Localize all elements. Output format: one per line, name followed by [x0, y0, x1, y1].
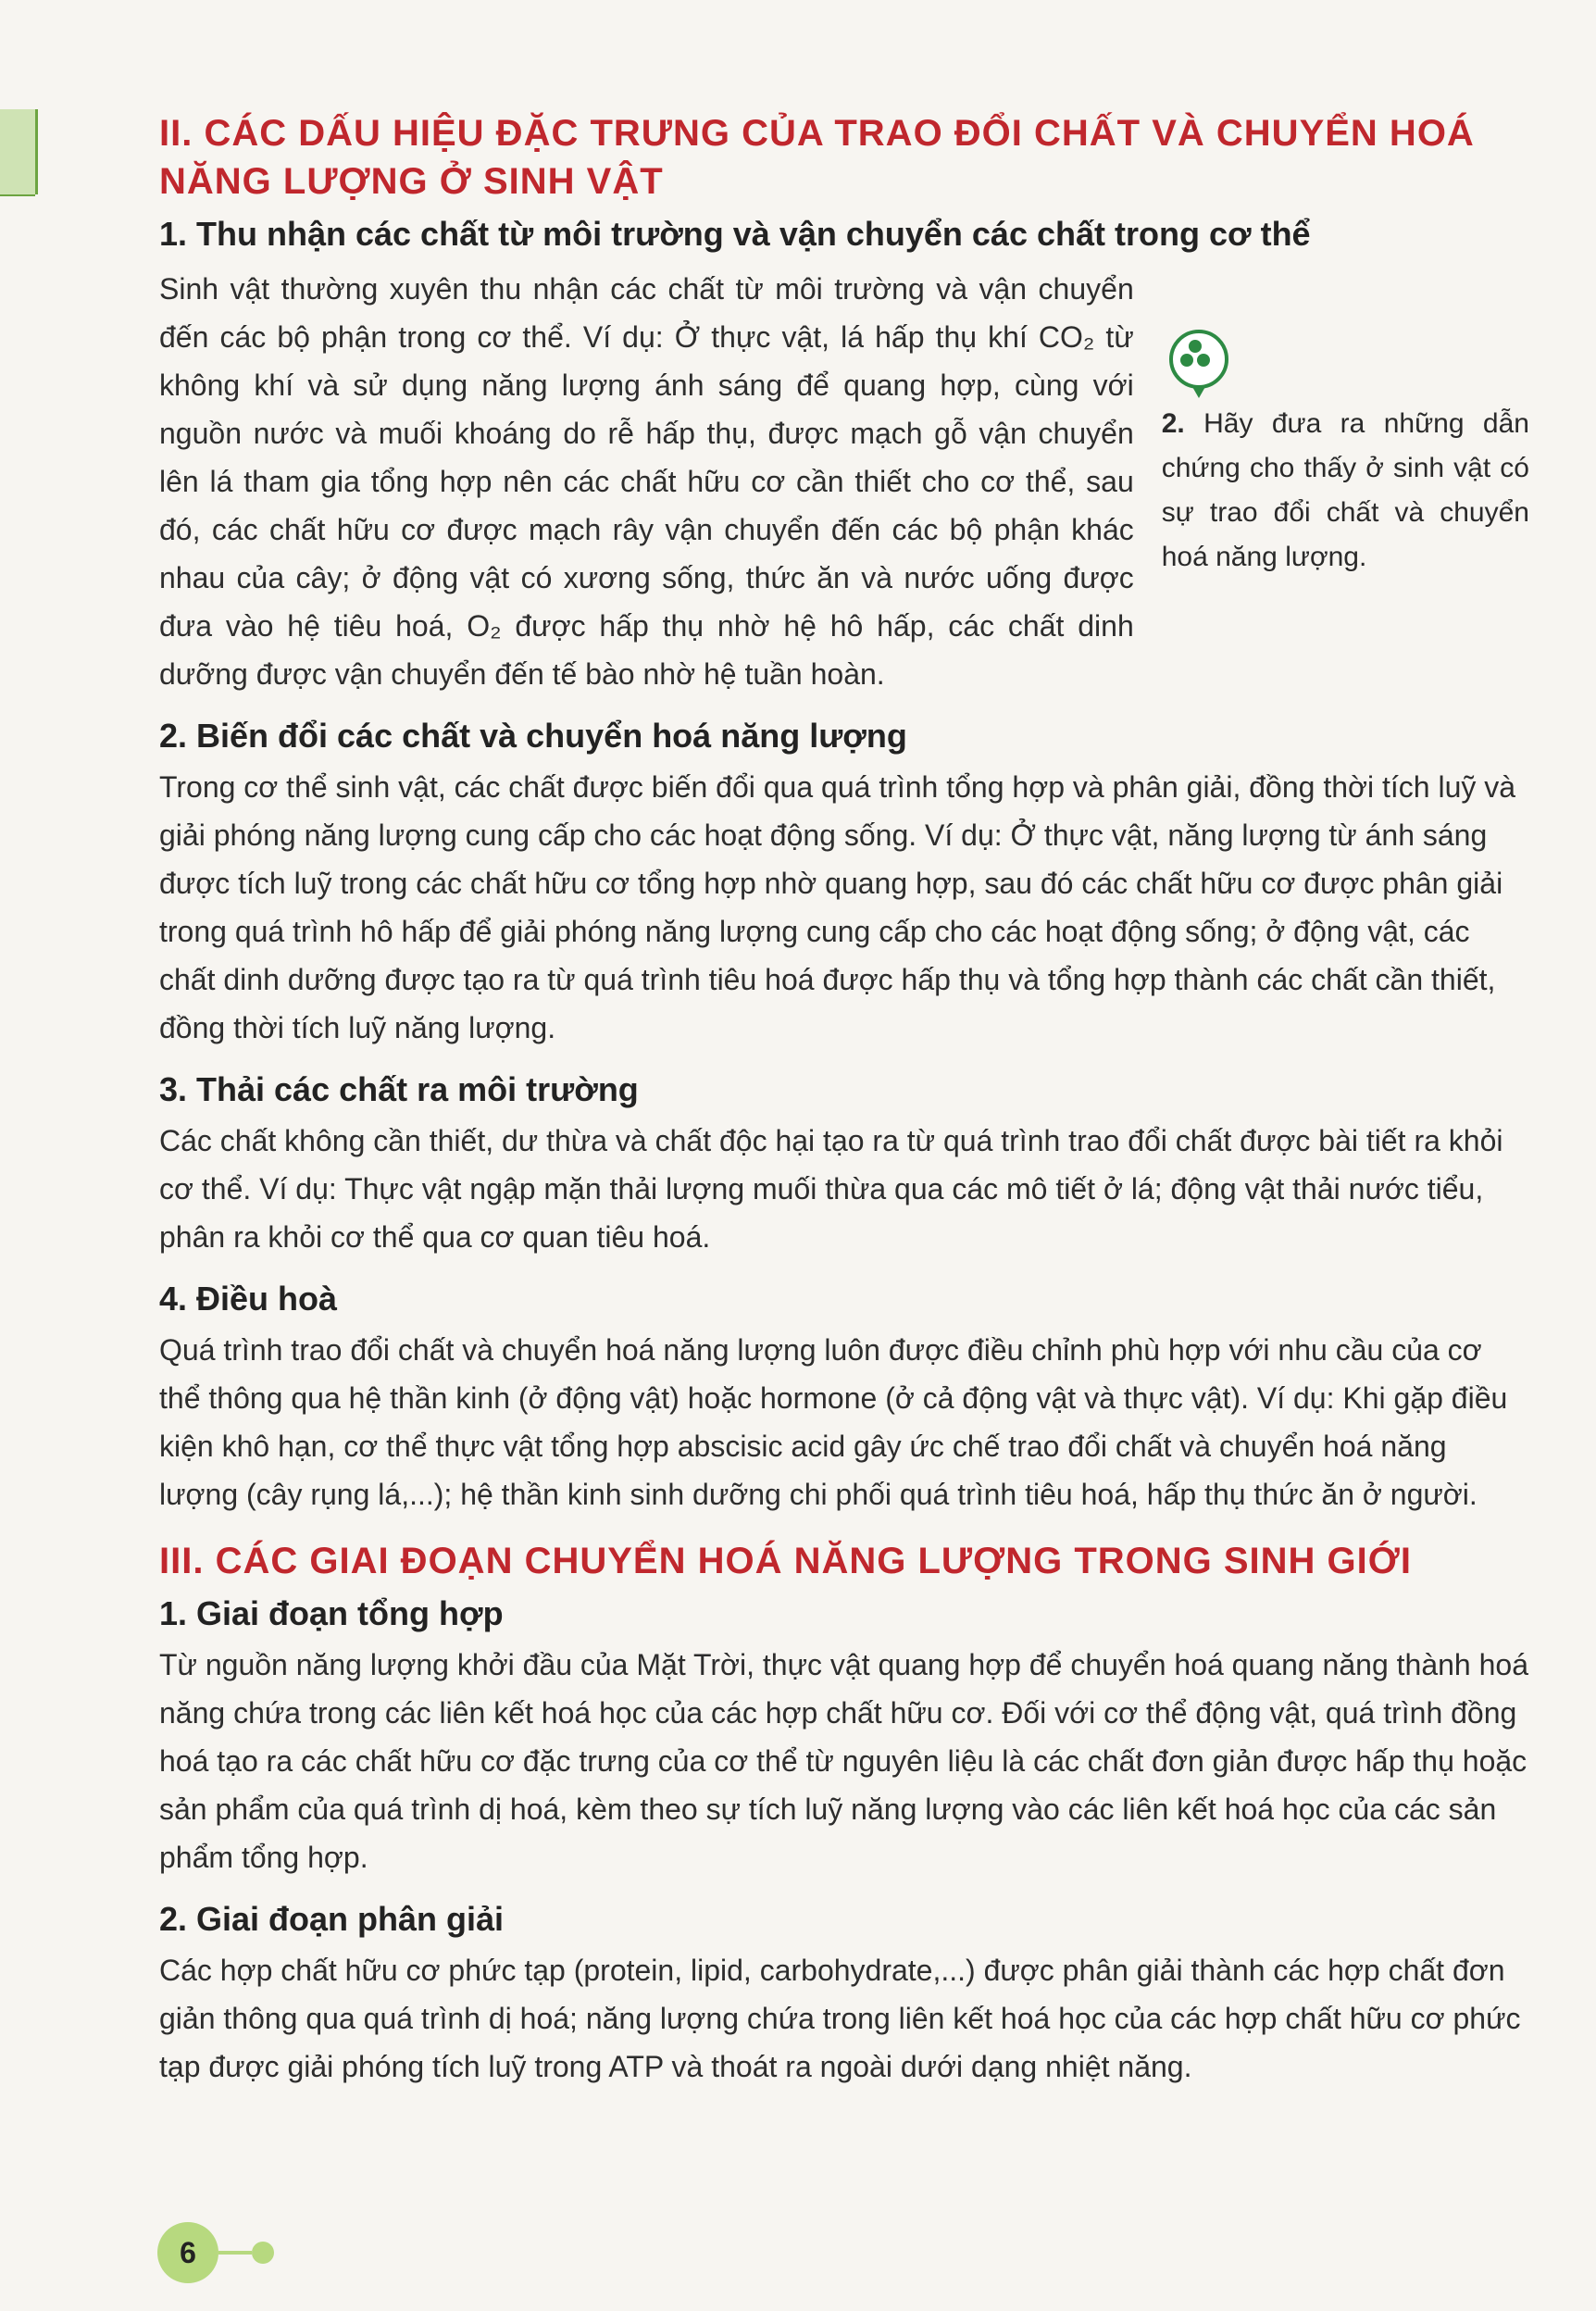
stage-2-title: 2. Giai đoạn phân giải [159, 1900, 505, 1938]
section-heading-ii: II. CÁC DẤU HIỆU ĐẶC TRƯNG CỦA TRAO ĐỔI CHẤT VÀ CHUYỂN HOÁ NĂNG LƯỢNG Ở SINH VẬT [159, 113, 1475, 202]
stage-2 [159, 1898, 1529, 2091]
chapter-tab-marker [0, 109, 38, 194]
question-body: Hãy đưa ra những dẫn chứng cho thấy ở sinh vật có sự trao đổi chất và chuyển hoá năng lượng. [1161, 408, 1529, 572]
chapter-tab-line [0, 194, 35, 196]
question-icon [1169, 330, 1228, 389]
section-heading-iii: III. CÁC GIAI ĐOẠN CHUYỂN HOÁ NĂNG LƯỢNG TRONG SINH GIỚI [159, 1541, 1413, 1581]
subsection-1-body: Sinh vật thường xuyên thu nhận các chất từ môi trường và vận chuyển đến các bộ phận trong cơ thể. Ví dụ: Ở thực vật, lá hấp thụ khí CO₂ từ không khí và sử dụng năng lượng ánh sáng để quang hợp, cùng với nguồn nước và muối khoáng do rễ hấp thụ, được mạch gỗ vận chuyển lên lá tham gia tổng hợp nên các chất hữu cơ cần thiết cho cơ thể, sau đó, các chất hữu cơ được mạch rây vận chuyển đến các bộ phận khác nhau của cây; ở động vật có xương sống, thức ăn và nước uống được đưa vào hệ tiêu hoá, O₂ được hấp thụ nhờ hệ hô hấp, các chất dinh dưỡng được vận chuyển đến tế bào nhờ hệ tuần hoàn. [159, 272, 1134, 691]
page-number-dot [252, 2242, 274, 2264]
stage-1 [159, 1593, 1529, 1881]
page-number-connector [218, 2251, 252, 2255]
subsection-1-columns [159, 265, 1529, 698]
subsection-2-body: Trong cơ thể sinh vật, các chất được biến đổi qua quá trình tổng hợp và phân giải, đồng thời tích luỹ và giải phóng năng lượng cung cấp cho các hoạt động sống. Ví dụ: Ở thực vật, năng lượng từ ánh sáng được tích luỹ trong các chất hữu cơ tổng hợp nhờ quang hợp, sau đó các chất hữu cơ được phân giải trong quá trình hô hấp để giải phóng năng lượng cung cấp cho các hoạt động sống; ở động vật, các chất dinh dưỡng được tạo ra từ quá trình tiêu hoá được hấp thụ và tổng hợp thành các chất cần thiết, đồng thời tích luỹ năng lượng. [159, 770, 1516, 1044]
subsection-1-title: 1. Thu nhận các chất từ môi trường và vận chuyển các chất trong cơ thể [159, 215, 1311, 253]
page-content [159, 109, 1529, 2091]
stage-1-title: 1. Giai đoạn tổng hợp [159, 1594, 504, 1632]
subsection-3-title: 3. Thải các chất ra môi trường [159, 1070, 639, 1108]
page-footer [157, 2222, 274, 2283]
subsection-3-body: Các chất không cần thiết, dư thừa và chất độc hại tạo ra từ quá trình trao đổi chất được bài tiết ra khỏi cơ thể. Ví dụ: Thực vật ngập mặn thải lượng muối thừa qua các mô tiết ở lá; động vật thải nước tiểu, phân ra khỏi cơ thể qua cơ quan tiêu hoá. [159, 1124, 1503, 1254]
question-number: 2. [1161, 408, 1185, 439]
subsection-4-body: Quá trình trao đổi chất và chuyển hoá năng lượng luôn được điều chỉnh phù hợp với nhu cầu của cơ thể thông qua hệ thần kinh (ở động vật) hoặc hormone (ở cả động vật và thực vật). Ví dụ: Khi gặp điều kiện khô hạn, cơ thể thực vật tổng hợp abscisic acid gây ức chế trao đổi chất và chuyển hoá năng lượng (cây rụng lá,...); hệ thần kinh sinh dưỡng chi phối quá trình tiêu hoá, hấp thụ thức ăn ở người. [159, 1333, 1508, 1511]
subsection-2 [159, 715, 1529, 1052]
subsection-1-body-column [159, 265, 1134, 698]
stage-2-body: Các hợp chất hữu cơ phức tạp (protein, lipid, carbohydrate,...) được phân giải thành các hợp chất đơn giản thông qua quá trình dị hoá; năng lượng chứa trong liên kết hoá học của các hợp chất hữu cơ phức tạp được giải phóng tích luỹ trong ATP và thoát ra ngoài dưới dạng nhiệt năng. [159, 1954, 1521, 2083]
subsection-3 [159, 1068, 1529, 1261]
page-number: 6 [157, 2222, 218, 2283]
stage-1-body: Từ nguồn năng lượng khởi đầu của Mặt Trời, thực vật quang hợp để chuyển hoá quang năng thành hoá năng chứa trong các liên kết hoá học của các hợp chất hữu cơ. Đối với cơ thể động vật, quá trình đồng hoá tạo ra các chất hữu cơ đặc trưng của cơ thể từ nguyên liệu là các chất đơn giản được hấp thụ hoặc sản phẩm của quá trình dị hoá, kèm theo sự tích luỹ năng lượng vào các liên kết hoá học của các sản phẩm tổng hợp. [159, 1648, 1528, 1874]
subsection-4 [159, 1278, 1529, 1518]
subsection-4-title: 4. Điều hoà [159, 1280, 338, 1318]
question-box [1162, 265, 1529, 580]
subsection-2-title: 2. Biến đổi các chất và chuyển hoá năng lượng [159, 717, 907, 755]
subsection-1 [159, 213, 1529, 698]
question-text [1162, 402, 1529, 580]
